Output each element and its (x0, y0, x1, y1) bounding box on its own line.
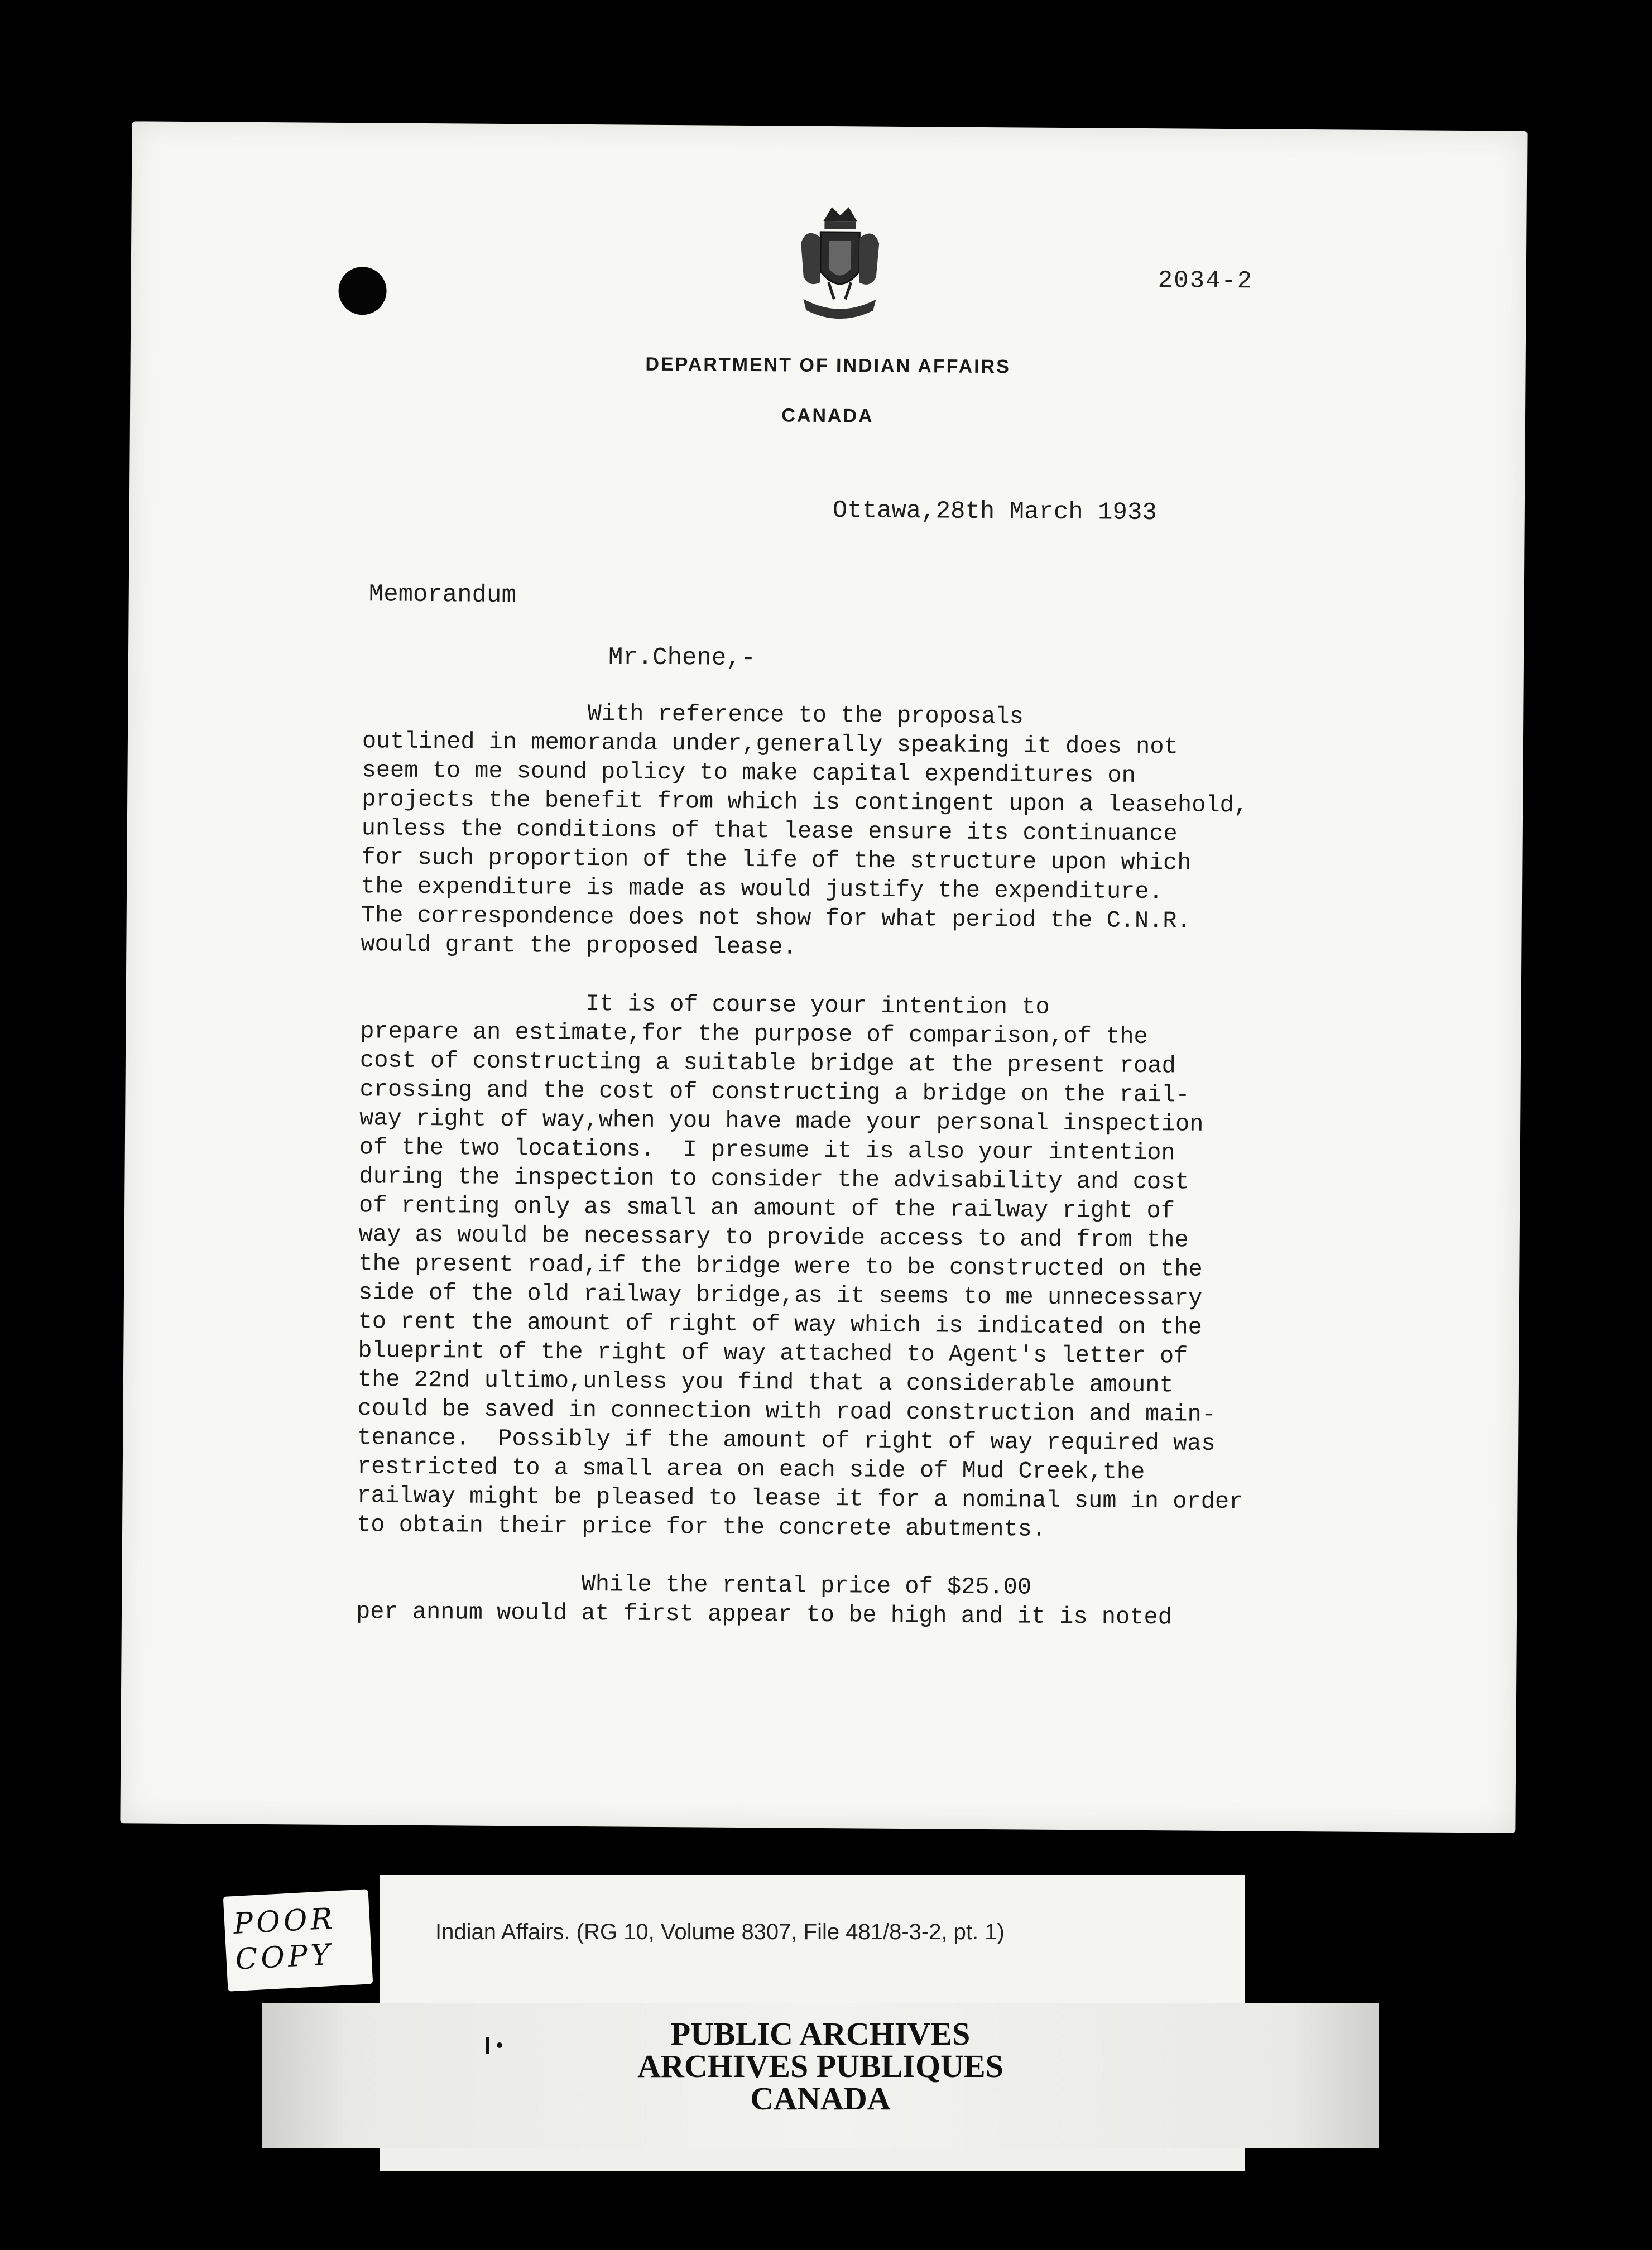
body-line: way right of way,when you have made your personal inspection (359, 1105, 1204, 1138)
body-line: blueprint of the right of way attached to Agent's letter of (358, 1337, 1188, 1370)
file-number: 2034-2 (1158, 267, 1254, 296)
country-heading: CANADA (781, 405, 874, 427)
punch-hole (338, 267, 387, 315)
poor-copy-line: POOR (232, 1902, 337, 1941)
body-line: for such proportion of the life of the structure upon which (361, 844, 1192, 877)
body-line: to rent the amount of right of way which is indicated on the (358, 1308, 1203, 1341)
body-line: would grant the proposed lease. (361, 931, 797, 961)
letter-body (356, 698, 1479, 1634)
body-line: With reference to the proposals (362, 699, 1024, 730)
body-line: the expenditure is made as would justify the expenditure. (361, 873, 1163, 906)
body-line: seem to me sound policy to make capital expenditures on (362, 757, 1136, 789)
body-line: side of the old railway bridge,as it seems to me unnecessary (358, 1279, 1203, 1312)
body-line: The correspondence does not show for what period the C.N.R. (361, 902, 1191, 935)
body-line: crossing and the cost of constructing a bridge on the rail- (359, 1076, 1190, 1109)
citation-label (380, 1875, 1245, 2003)
body-line: per annum would at first appear to be high and it is noted (356, 1598, 1173, 1631)
archives-line: PUBLIC ARCHIVES (670, 2016, 971, 2052)
archives-bottom-strip (380, 2148, 1245, 2171)
poor-copy-line: COPY (234, 1938, 334, 1977)
archives-stamp (262, 2003, 1379, 2148)
body-line: during the inspection to consider the advisability and cost (359, 1163, 1189, 1196)
body-line: cost of constructing a suitable bridge at the present road (359, 1047, 1176, 1080)
body-line: could be saved in connection with road construction and main- (357, 1395, 1216, 1428)
archive-citation: Indian Affairs. (RG 10, Volume 8307, File 481/8-3-2, pt. 1) (435, 1920, 1005, 1944)
body-line: restricted to a small area on each side of Mud Creek,the (357, 1453, 1145, 1486)
department-heading: DEPARTMENT OF INDIAN AFFAIRS (645, 353, 1011, 378)
poor-copy-tag (223, 1889, 373, 1991)
archives-stamp-text (262, 2018, 1379, 2115)
body-line: of the two locations. I presume it is also your intention (359, 1134, 1175, 1167)
archives-line: ARCHIVES PUBLIQUES (637, 2048, 1003, 2084)
scan-mark (497, 2042, 502, 2048)
body-line: tenance. Possibly if the amount of right of way required was (357, 1424, 1216, 1457)
body-line: railway might be pleased to lease it for a nominal sum in order (357, 1482, 1243, 1516)
body-line: the 22nd ultimo,unless you find that a considerable amount (357, 1366, 1174, 1399)
body-line: outlined in memoranda under,generally speaking it does not (362, 728, 1178, 761)
salutation: Mr.Chene,- (608, 643, 756, 673)
archives-line: CANADA (750, 2080, 891, 2117)
coat-of-arms-icon (789, 199, 891, 328)
body-line: to obtain their price for the concrete abutments. (356, 1511, 1046, 1543)
body-line: prepare an estimate,for the purpose of comparison,of the (360, 1018, 1148, 1051)
dateline: Ottawa,28th March 1933 (832, 497, 1157, 527)
body-line: way as would be necessary to provide access to and from the (358, 1221, 1189, 1254)
body-line: of renting only as small an amount of the railway right of (358, 1192, 1175, 1225)
letter-page (120, 121, 1527, 1833)
scan-mark (486, 2037, 489, 2054)
body-line: projects the benefit from which is contingent upon a leasehold, (362, 786, 1248, 819)
body-line: unless the conditions of that lease ensure its continuance (361, 815, 1178, 848)
body-line: It is of course your intention to (360, 989, 1050, 1021)
memo-heading: Memorandum (368, 580, 516, 610)
body-line: the present road,if the bridge were to be constructed on the (358, 1250, 1203, 1283)
body-line: While the rental price of $25.00 (356, 1569, 1032, 1601)
